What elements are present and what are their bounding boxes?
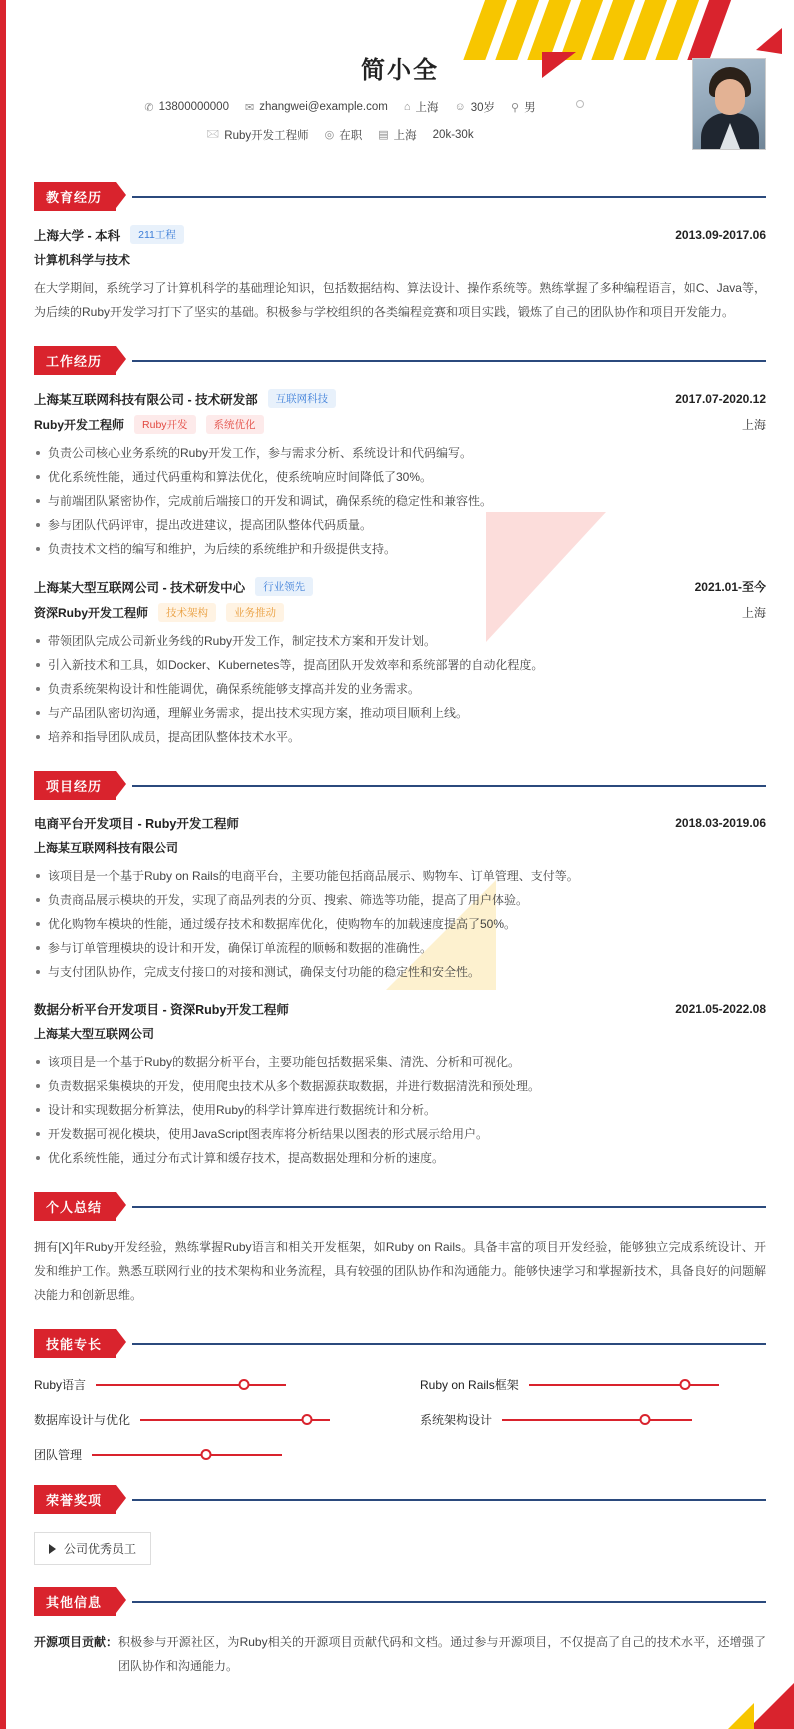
contact-gender	[511, 99, 536, 115]
section-rule	[132, 196, 766, 198]
status-icon: ◎	[324, 129, 335, 141]
avatar	[692, 58, 766, 150]
skill-item	[420, 1376, 766, 1393]
section-education	[6, 182, 794, 324]
skill-knob[interactable]	[239, 1379, 250, 1390]
page-title: 简小全	[361, 57, 439, 84]
project-bullets	[34, 1050, 766, 1170]
work-entry-left	[34, 577, 313, 596]
education-entry-head	[34, 225, 766, 244]
list-item: 与前端团队紧密协作，完成前后端接口的开发和调试，确保系统的稳定性和兼容性。	[34, 489, 766, 513]
location-icon: ⌂	[403, 101, 411, 113]
award-label: 公司优秀员工	[64, 1542, 137, 1556]
skill-label: 数据库设计与优化	[34, 1413, 131, 1427]
job-salary	[433, 129, 474, 141]
section-rule	[132, 1499, 766, 1501]
section-title-other: 其他信息	[34, 1587, 116, 1616]
phone-icon: ✆	[144, 101, 154, 114]
contact-phone	[144, 101, 229, 114]
project-date: 2018.03-2019.06	[675, 816, 766, 830]
list-item: 开发数据可视化模块，使用JavaScript图表库将分析结果以图表的形式展示给用户。	[34, 1122, 766, 1146]
work-company: 上海某互联网科技有限公司 - 技术研发部	[34, 392, 258, 407]
section-rule	[132, 785, 766, 787]
work-entry-left	[34, 389, 336, 408]
section-header-skills	[34, 1329, 766, 1358]
work-role: 资深Ruby开发工程师	[34, 606, 149, 620]
section-header-awards	[34, 1485, 766, 1514]
work-location: 上海	[741, 418, 766, 432]
education-entry	[34, 225, 766, 324]
section-work	[6, 346, 794, 749]
project-company: 上海某大型互联网公司	[34, 1027, 155, 1041]
skill-slider[interactable]	[96, 1384, 286, 1386]
skill-slider[interactable]	[529, 1384, 719, 1386]
contact-age	[455, 99, 496, 115]
work-entry	[34, 577, 766, 749]
project-date: 2021.05-2022.08	[675, 1002, 766, 1016]
skill-slider[interactable]	[92, 1454, 282, 1456]
section-header-projects	[34, 771, 766, 800]
list-item: 与产品团队密切沟通，理解业务需求，提出技术实现方案，推动项目顺利上线。	[34, 701, 766, 725]
skill-knob[interactable]	[201, 1449, 212, 1460]
work-role-left	[34, 415, 264, 434]
list-item: 设计和实现数据分析算法，使用Ruby的科学计算库进行数据统计和分析。	[34, 1098, 766, 1122]
job-title-value: Ruby开发工程师	[224, 129, 309, 142]
skill-knob[interactable]	[679, 1379, 690, 1390]
skill-slider[interactable]	[502, 1419, 692, 1421]
education-school: 上海大学 - 本科	[34, 228, 121, 243]
contact-email-value: zhangwei@example.com	[259, 101, 388, 113]
age-icon: ☺	[454, 101, 466, 113]
work-role: Ruby开发工程师	[34, 418, 125, 432]
list-item: 负责数据采集模块的开发，使用爬虫技术从多个数据源获取数据，并进行数据清洗和预处理。	[34, 1074, 766, 1098]
list-item: 培养和指导团队成员，提高团队整体技术水平。	[34, 725, 766, 749]
job-title	[206, 125, 308, 144]
work-role-chip-2: 系统优化	[206, 415, 264, 434]
section-summary	[6, 1192, 794, 1307]
project-company: 上海某互联网科技有限公司	[34, 841, 179, 855]
section-title-projects: 项目经历	[34, 771, 116, 800]
contact-phone-value: 13800000000	[158, 101, 229, 113]
section-title-summary: 个人总结	[34, 1192, 116, 1221]
project-entry-head	[34, 1000, 766, 1018]
summary-text: 拥有[X]年Ruby开发经验，熟练掌握Ruby语言和相关开发框架，如Ruby on Rails。具备丰富的项目开发经验，能够独立完成系统设计、开发和维护工作。熟悉互联网行业的技术架构和业务流程，具有较强的团队协作和沟通能力。能够快速学习和掌握新技术，具备良好的问题解决能力和创新思维。	[34, 1240, 767, 1302]
list-item: 带领团队完成公司新业务线的Ruby开发工作，制定技术方案和开发计划。	[34, 629, 766, 653]
project-bullets	[34, 864, 766, 984]
job-row	[6, 125, 794, 144]
avatar-face	[715, 79, 745, 115]
project-title: 电商平台开发项目 - Ruby开发工程师	[34, 817, 239, 831]
other-label: 开源项目贡献：	[34, 1635, 119, 1649]
project-entry	[34, 814, 766, 984]
education-date: 2013.09-2017.06	[675, 227, 766, 242]
skill-label: 团队管理	[34, 1448, 83, 1462]
job-status-value: 在职	[339, 129, 363, 142]
work-entry	[34, 389, 766, 561]
list-item: 参与团队代码评审，提出改进建议，提高团队整体代码质量。	[34, 513, 766, 537]
section-header-summary	[34, 1192, 766, 1221]
section-title-education: 教育经历	[34, 182, 116, 211]
section-title-work: 工作经历	[34, 346, 116, 375]
decor-corner-yellow	[728, 1703, 754, 1729]
skill-knob[interactable]	[302, 1414, 313, 1425]
education-chip: 211工程	[130, 225, 184, 244]
gender-icon: ⚲	[511, 101, 520, 114]
briefcase-icon: 🖂	[206, 128, 220, 140]
education-major: 计算机科学与技术	[34, 253, 131, 267]
list-item: 参与订单管理模块的设计和开发，确保订单流程的顺畅和数据的准确性。	[34, 936, 766, 960]
work-location: 上海	[741, 606, 766, 620]
list-item: 负责系统架构设计和性能调优，确保系统能够支撑高并发的业务需求。	[34, 677, 766, 701]
skill-item	[34, 1446, 380, 1463]
skill-slider[interactable]	[140, 1419, 330, 1421]
skills-grid	[34, 1372, 766, 1463]
decor-red-triangle-left	[542, 52, 576, 78]
decor-circle	[576, 100, 584, 108]
skill-label: 系统架构设计	[420, 1413, 493, 1427]
section-header-education	[34, 182, 766, 211]
section-title-awards: 荣誉奖项	[34, 1485, 116, 1514]
list-item: 优化购物车模块的性能，通过缓存技术和数据库优化，使购物车的加载速度提高了50%。	[34, 912, 766, 936]
skill-label: Ruby on Rails框架	[420, 1378, 519, 1392]
section-header-work	[34, 346, 766, 375]
work-role-left	[34, 603, 284, 622]
contact-gender-value: 男	[524, 102, 536, 114]
section-rule	[132, 1206, 766, 1208]
education-entry-left	[34, 225, 184, 244]
list-item: 负责技术文档的编写和维护，为后续的系统维护和升级提供支持。	[34, 537, 766, 561]
decor-corner-red	[748, 1683, 794, 1729]
section-header-other	[34, 1587, 766, 1616]
job-status	[325, 127, 363, 143]
education-description: 在大学期间，系统学习了计算机科学的基础理论知识，包括数据结构、算法设计、操作系统等。熟练掌握了多种编程语言，如C、Java等，为后续的Ruby开发学习打下了坚实的基础。积极参与学校组织的各类编程竞赛和项目实践，锻炼了自己的团队协作和项目开发能力。	[34, 281, 766, 319]
other-text: 积极参与开源社区，为Ruby相关的开源项目贡献代码和文档。通过参与开源项目，不仅提高了自己的技术水平，还增强了团队协作和沟通能力。	[118, 1635, 766, 1673]
list-item: 与支付团队协作，完成支付接口的对接和测试，确保支付功能的稳定性和安全性。	[34, 960, 766, 984]
work-role-chip-2: 业务推动	[226, 603, 284, 622]
award-item[interactable]	[34, 1532, 151, 1565]
work-bullets	[34, 441, 766, 561]
section-rule	[132, 1601, 766, 1603]
list-item: 引入新技术和工具，如Docker、Kubernetes等，提高团队开发效率和系统部署的自动化程度。	[34, 653, 766, 677]
project-entry-head	[34, 814, 766, 832]
skill-item	[34, 1376, 380, 1393]
job-city	[378, 127, 416, 143]
section-title-skills: 技能专长	[34, 1329, 116, 1358]
list-item: 负责公司核心业务系统的Ruby开发工作，参与需求分析、系统设计和代码编写。	[34, 441, 766, 465]
job-salary-value: 20k-30k	[432, 128, 474, 141]
project-title: 数据分析平台开发项目 - 资深Ruby开发工程师	[34, 1003, 289, 1017]
list-item: 优化系统性能，通过分布式计算和缓存技术，提高数据处理和分析的速度。	[34, 1146, 766, 1170]
section-awards	[6, 1485, 794, 1565]
skill-item	[34, 1411, 380, 1428]
contact-email	[245, 101, 388, 114]
contact-location-value: 上海	[415, 102, 439, 114]
city-icon: ▤	[378, 129, 389, 141]
job-city-value: 上海	[393, 129, 417, 142]
skill-item	[420, 1411, 766, 1428]
section-rule	[132, 360, 766, 362]
footer-spacer	[6, 1678, 794, 1698]
list-item: 该项目是一个基于Ruby on Rails的电商平台，主要功能包括商品展示、购物车、订单管理、支付等。	[34, 864, 766, 888]
contact-age-value: 30岁	[470, 102, 496, 114]
other-row	[34, 1630, 766, 1678]
work-entry-head	[34, 577, 766, 596]
work-date: 2021.01-至今	[694, 580, 766, 594]
contact-row	[6, 99, 794, 115]
project-entry	[34, 1000, 766, 1170]
work-company: 上海某大型互联网公司 - 技术研发中心	[34, 580, 246, 595]
mail-icon: ✉	[244, 101, 255, 114]
skill-label: Ruby语言	[34, 1378, 87, 1392]
contact-location	[404, 99, 439, 115]
section-other	[6, 1587, 794, 1678]
resume-header	[6, 0, 794, 160]
work-chip: 互联网科技	[268, 389, 337, 408]
work-chip: 行业领先	[255, 577, 313, 596]
work-bullets	[34, 629, 766, 749]
list-item: 负责商品展示模块的开发，实现了商品列表的分页、搜索、筛选等功能，提高了用户体验。	[34, 888, 766, 912]
work-role-row	[34, 603, 766, 622]
list-item: 该项目是一个基于Ruby的数据分析平台，主要功能包括数据采集、清洗、分析和可视化。	[34, 1050, 766, 1074]
work-role-chip-1: Ruby开发	[134, 415, 196, 434]
decor-red-triangle-right	[756, 28, 782, 54]
section-rule	[132, 1343, 766, 1345]
section-skills	[6, 1329, 794, 1463]
section-projects	[6, 771, 794, 1170]
work-role-row	[34, 415, 766, 434]
skill-knob[interactable]	[639, 1414, 650, 1425]
work-role-chip-1: 技术架构	[158, 603, 216, 622]
work-entry-head	[34, 389, 766, 408]
play-arrow-icon	[49, 1544, 56, 1554]
work-date: 2017.07-2020.12	[675, 391, 766, 406]
list-item: 优化系统性能，通过代码重构和算法优化，使系统响应时间降低了30%。	[34, 465, 766, 489]
